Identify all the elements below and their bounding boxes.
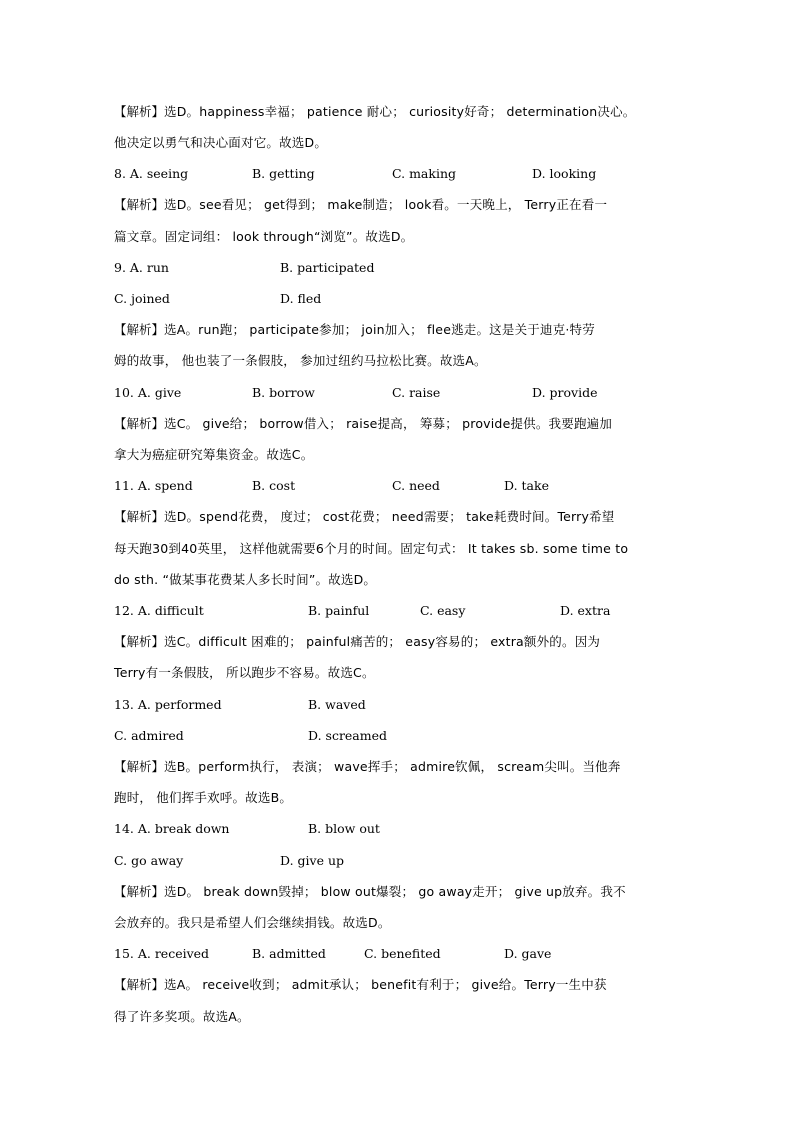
analysis-line: 【解析】选D。spend花费， 度过； cost花费； need需要； take耗费时间。Terry希望 [114, 509, 615, 524]
analysis-line: 跑时， 他们挥手欢呼。故选B。 [114, 790, 293, 805]
analysis-line: do sth. “做某事花费某人多长时间”。故选D。 [114, 572, 377, 587]
analysis-line: 【解析】选C。difficult 困难的； painful痛苦的； easy容易的； extra额外的。因为 [114, 634, 601, 649]
analysis-line: 篇文章。固定词组： look through“浏览”。故选D。 [114, 229, 414, 244]
analysis-line: 拿大为癌症研究筹集资金。故选C。 [114, 447, 314, 462]
analysis-line: 【解析】选B。perform执行， 表演； wave挥手； admire钦佩， scream尖叫。当他奔 [114, 759, 621, 774]
analysis-line: Terry有一条假肢， 所以跑步不容易。故选C。 [114, 665, 375, 680]
analysis-line: 【解析】选C。 give给； borrow借入； raise提高， 筹募； provide提供。我要跑遍加 [114, 416, 613, 431]
analysis-line: 每天跑30到40英里， 这样他就需要6个月的时间。固定句式： It takes sb. some time to [114, 541, 629, 556]
analysis-line: 【解析】选D。happiness幸福； patience 耐心； curiosity好奇； determination决心。 [114, 104, 636, 119]
analysis-line: 【解析】选A。run跑； participate参加； join加入； flee逃走。这是关于迪克·特劳 [114, 322, 595, 337]
analysis-line: 得了许多奖项。故选A。 [114, 1009, 250, 1024]
analysis-line: 【解析】选A。 receive收到； admit承认； benefit有利于； give给。Terry一生中获 [114, 977, 607, 992]
analysis-line: 会放弃的。我只是希望人们会继续捐钱。故选D。 [114, 915, 391, 930]
analysis-line: 姆的故事， 他也装了一条假肢， 参加过纽约马拉松比赛。故选A。 [114, 353, 487, 368]
analysis-line: 【解析】选D。 break down毁掉； blow out爆裂； go away走开； give up放弃。我不 [114, 884, 626, 899]
analysis-line: 【解析】选D。see看见； get得到； make制造； look看。一天晚上， Terry正在看一 [114, 197, 608, 212]
analysis-line: 他决定以勇气和决心面对它。故选D。 [114, 135, 328, 150]
analysis-tag: 【解析】 [114, 104, 165, 119]
document-page: 【解析】选D。happiness幸福； patience 耐心； curiosity好奇； determination决心。 他决定以勇气和决心面对它。故选D。 8. A. seeing B. getting C. making D. looking 【解析】选D。see看见； get得到； make制造； look看。一天晚上， Terry正在看一 篇文章。固定词组： look through“浏览”。故选D。 9. A. run B. participated C. joined D. fled 【解析】选A。run跑； participate参加； join加入； flee逃走。这是关于迪克·特劳 姆的故事， 他也装了一条假肢， 参加过纽约马拉松比赛。故选A。 10. A. give B. borrow C. raise D. provide 【解析】选C。 give给； borrow借入； raise提高， 筹募； provide提供。我要跑遍加 拿大为癌症研究筹集资金。故选C。 11. A. spend B. cost C. need D. take 【解析】选D。spend花费， 度过； cost花费； need需要； take耗费时间。Terry希望 每天跑30到40英里， 这样他就需要6个月的时间。固定句式： It takes sb. some time to do sth. “做某事花费某人多长时间”。故选D。 12. A. difficult B. painful C. easy D. extra 【解析】选C。difficult 困难的； painful痛苦的； easy容易的； extra额外的。因为 Terry有一条假肢， 所以跑步不容易。故选C。 13. A. performed B. waved C. admired D. screamed 【解析】选B。perform执行， 表演； wave挥手； admire钦佩， scream尖叫。当他奔 跑时， 他们挥手欢呼。故选B。 14. A. break down B. blow out C. go away D. give up 【解析】选D。 break down毁掉； blow out爆裂； go away走开； give up放弃。我不 会放弃的。我只是希望人们会继续捐钱。故选D。 15. A. received B. admitted C. benefited D. gave 【解析】选A。 receive收到； admit承认； benefit有利于； give给。Terry一生中获 得了许多奖项。故选A。 [0, 0, 794, 1123]
